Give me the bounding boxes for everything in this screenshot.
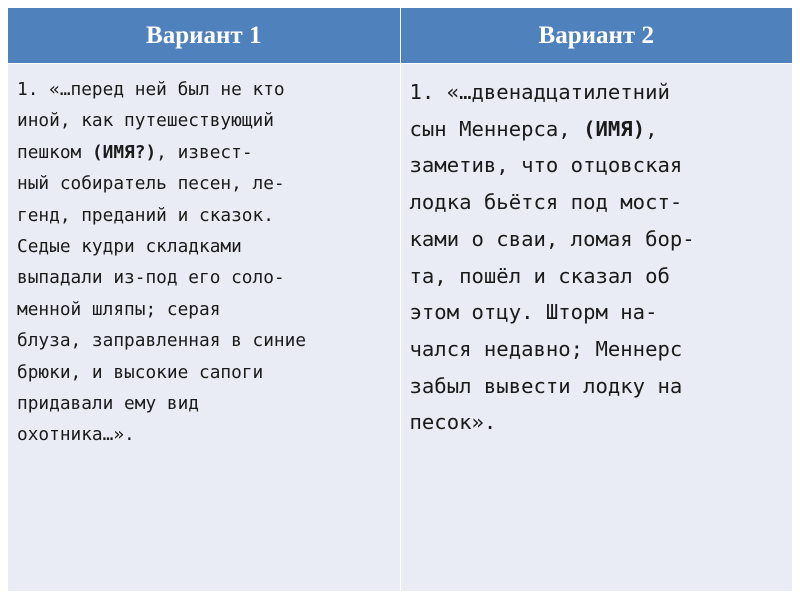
variant-1-text: , извест- xyxy=(156,141,253,163)
variant-2-text: сын Меннерса, xyxy=(409,116,584,141)
variant-2-text: , xyxy=(645,116,658,141)
header-row xyxy=(8,8,793,64)
variant-1-line: генд, преданий и сказок. xyxy=(17,204,274,226)
variant-2-line: ками о сваи, ломая бор- xyxy=(409,226,695,251)
variant-1-line: ный собиратель песен, ле- xyxy=(17,173,285,195)
header-variant-1: Вариант 1 xyxy=(8,8,401,64)
variant-1-line: менной шляпы; серая xyxy=(17,298,221,320)
variant-1-line: 1. «…перед ней был не кто xyxy=(17,79,285,100)
variant-1-cell xyxy=(8,64,401,592)
variant-2-line: этом отцу. Шторм на- xyxy=(409,300,658,325)
variant-1-line: брюки, и высокие сапоги xyxy=(17,361,264,383)
variants-table xyxy=(7,7,793,592)
variant-1-line: иной, как путешествующий xyxy=(17,110,274,132)
variant-2-line: лодка бьётся под мост- xyxy=(409,190,683,215)
variant-1-line: Седые кудри складками xyxy=(17,236,242,258)
variant-2-line: заметив, что отцовская xyxy=(409,153,683,178)
variant-2-line: песок». xyxy=(409,410,497,435)
variant-1-text: пешком xyxy=(17,141,92,163)
variant-2-line: забыл вывести лодку на xyxy=(409,373,683,398)
variant-1-line: выпадали из-под его соло- xyxy=(17,267,285,289)
variant-1-line: придавали ему вид xyxy=(17,393,199,415)
variant-2-cell xyxy=(400,64,793,592)
variant-2-line xyxy=(410,111,789,148)
variant-1-line: охотника…». xyxy=(17,424,135,446)
name-placeholder-1: (ИМЯ?) xyxy=(91,141,157,163)
variant-1-line: блуза, заправленная в синие xyxy=(17,330,307,352)
header-variant-2: Вариант 2 xyxy=(400,8,793,64)
variant-2-line: та, пошёл и сказал об xyxy=(409,263,670,288)
body-row xyxy=(8,64,793,592)
variant-1-line xyxy=(17,137,396,168)
name-placeholder-2: (ИМЯ) xyxy=(583,116,646,141)
variant-2-line: 1. «…двенадцатилетний xyxy=(409,80,670,104)
variant-2-line: чался недавно; Меннерс xyxy=(409,336,683,361)
